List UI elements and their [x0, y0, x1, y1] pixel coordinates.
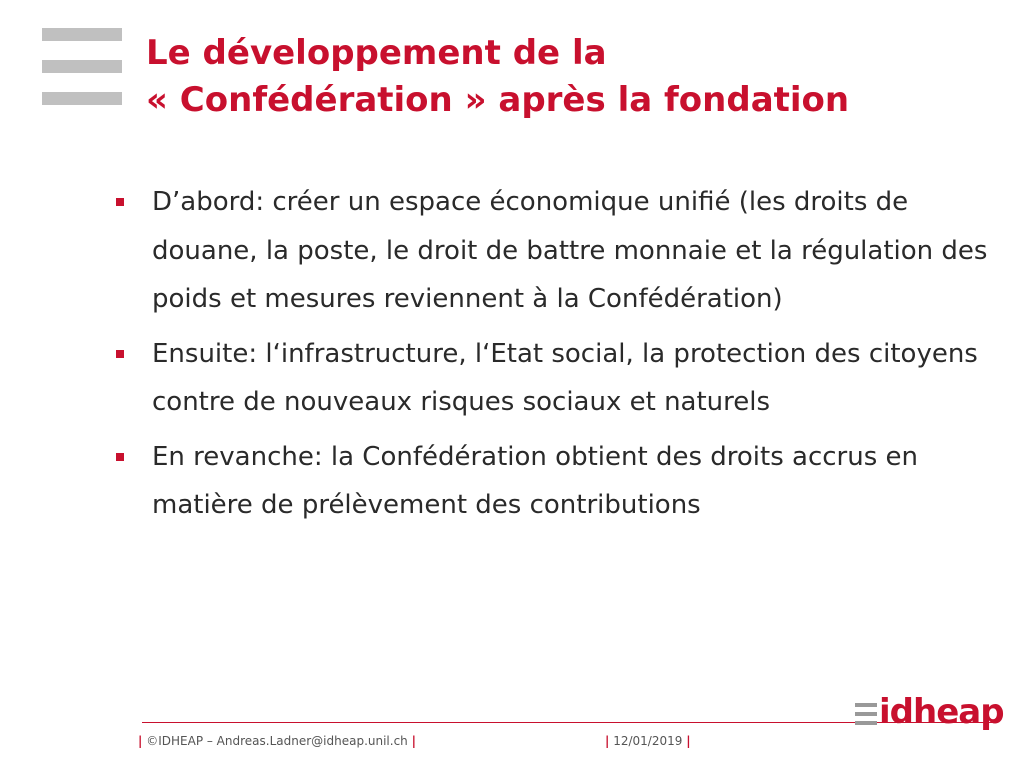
- bullet-item: [110, 178, 990, 324]
- idheap-logo: [855, 690, 1004, 740]
- slide-title-line-1: Le développement de la: [146, 33, 607, 73]
- bullet-square-icon: [116, 198, 124, 206]
- logo-wordmark: idheap: [879, 692, 1004, 732]
- bullet-square-icon: [116, 350, 124, 358]
- footer-pipe: |: [411, 734, 416, 748]
- bullet-text: Ensuite: l‘infrastructure, l‘Etat social, la protection des citoyens contre de nouveaux risques sociaux et naturels: [152, 338, 978, 417]
- footer-date: [605, 734, 691, 748]
- menu-bar: [42, 92, 122, 105]
- bullet-item: [110, 433, 990, 530]
- bullet-text: En revanche: la Confédération obtient des droits accrus en matière de prélèvement des contributions: [152, 441, 918, 520]
- menu-bar: [42, 60, 122, 73]
- bullet-square-icon: [116, 453, 124, 461]
- slide-title: [146, 30, 1006, 124]
- footer-date-text: 12/01/2019: [613, 734, 683, 748]
- footer-copyright-text: ©IDHEAP – Andreas.Ladner@idheap.unil.ch: [146, 734, 408, 748]
- footer-pipe: |: [686, 734, 691, 748]
- bullet-text: D’abord: créer un espace économique unifié (les droits de douane, la poste, le droit de battre monnaie et la régulation des poids et mesures reviennent à la Confédération): [152, 187, 988, 314]
- menu-bar: [42, 28, 122, 41]
- bullet-list: [110, 178, 990, 536]
- logo-lines-icon: [855, 703, 877, 725]
- footer-pipe: |: [138, 734, 143, 748]
- menu-icon: [42, 28, 122, 108]
- footer-copyright: [138, 734, 416, 748]
- footer-pipe: |: [605, 734, 610, 748]
- slide-title-line-2: « Confédération » après la fondation: [146, 80, 850, 120]
- bullet-item: [110, 330, 990, 427]
